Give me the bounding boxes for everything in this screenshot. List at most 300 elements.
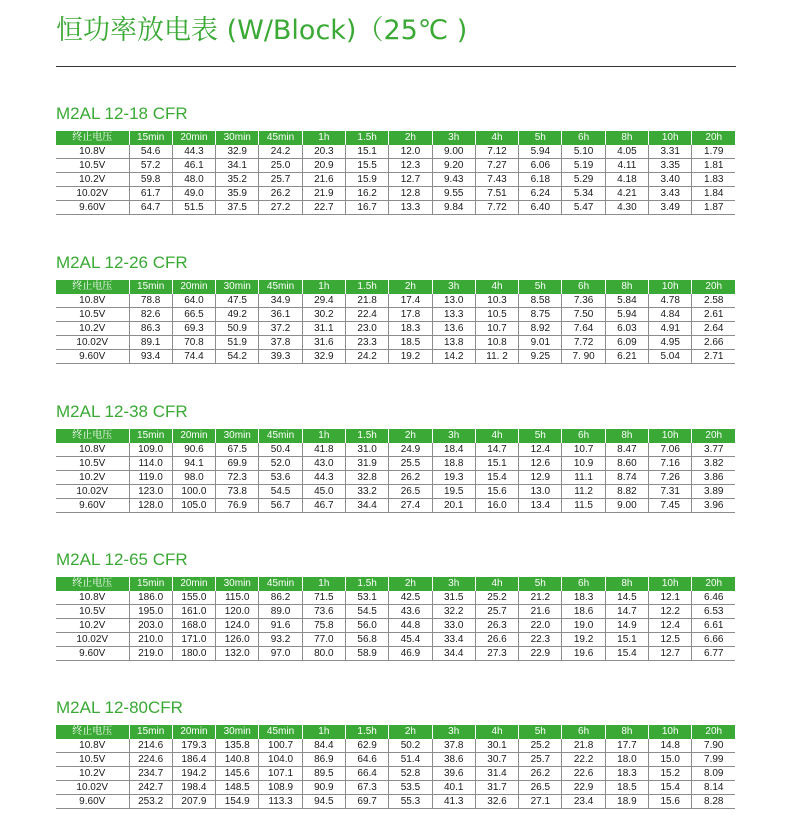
table-row bbox=[56, 647, 735, 661]
header-cell-duration: 1.5h bbox=[345, 429, 388, 443]
header-cell-duration: 5h bbox=[519, 131, 562, 145]
power-value-cell: 20.9 bbox=[302, 159, 345, 173]
power-value-cell: 126.0 bbox=[216, 633, 259, 647]
power-value-cell: 17.7 bbox=[605, 739, 648, 753]
power-value-cell: 9.84 bbox=[432, 201, 475, 215]
power-value-cell: 3.82 bbox=[692, 457, 735, 471]
power-value-cell: 6.46 bbox=[692, 591, 735, 605]
voltage-cell: 10.2V bbox=[56, 322, 129, 336]
header-cell-duration: 3h bbox=[432, 429, 475, 443]
power-value-cell: 107.1 bbox=[259, 767, 302, 781]
voltage-cell: 9.60V bbox=[56, 795, 129, 809]
power-value-cell: 77.0 bbox=[302, 633, 345, 647]
power-value-cell: 46.7 bbox=[302, 499, 345, 513]
power-value-cell: 82.6 bbox=[129, 308, 172, 322]
table-row bbox=[56, 322, 735, 336]
power-value-cell: 25.7 bbox=[259, 173, 302, 187]
power-value-cell: 69.7 bbox=[345, 795, 388, 809]
section-title: M2AL 12-65 CFR bbox=[56, 550, 188, 569]
header-row bbox=[56, 429, 735, 443]
power-value-cell: 4.84 bbox=[649, 308, 692, 322]
power-value-cell: 39.3 bbox=[259, 350, 302, 364]
table-row bbox=[56, 795, 735, 809]
header-cell-duration: 20min bbox=[172, 577, 215, 591]
power-value-cell: 11.2 bbox=[562, 485, 605, 499]
power-value-cell: 67.5 bbox=[216, 443, 259, 457]
power-value-cell: 2.71 bbox=[692, 350, 735, 364]
power-value-cell: 26.5 bbox=[389, 485, 432, 499]
power-value-cell: 15.5 bbox=[345, 159, 388, 173]
power-value-cell: 19.2 bbox=[389, 350, 432, 364]
power-value-cell: 214.6 bbox=[129, 739, 172, 753]
power-value-cell: 4.21 bbox=[605, 187, 648, 201]
power-value-cell: 9.25 bbox=[519, 350, 562, 364]
power-value-cell: 6.09 bbox=[605, 336, 648, 350]
power-value-cell: 15.6 bbox=[649, 795, 692, 809]
power-value-cell: 219.0 bbox=[129, 647, 172, 661]
power-value-cell: 161.0 bbox=[172, 605, 215, 619]
power-value-cell: 7.99 bbox=[692, 753, 735, 767]
power-value-cell: 186.4 bbox=[172, 753, 215, 767]
power-value-cell: 9.55 bbox=[432, 187, 475, 201]
header-cell-duration: 1h bbox=[302, 280, 345, 294]
power-value-cell: 15.4 bbox=[605, 647, 648, 661]
page-title: 恒功率放电表 (W/Block)（25℃ ) bbox=[56, 15, 468, 46]
table-row bbox=[56, 173, 735, 187]
power-value-cell: 113.3 bbox=[259, 795, 302, 809]
power-value-cell: 5.94 bbox=[605, 308, 648, 322]
power-value-cell: 22.7 bbox=[302, 201, 345, 215]
power-value-cell: 30.7 bbox=[475, 753, 518, 767]
power-value-cell: 168.0 bbox=[172, 619, 215, 633]
power-value-cell: 23.3 bbox=[345, 336, 388, 350]
header-cell-duration: 45min bbox=[259, 280, 302, 294]
voltage-cell: 10.5V bbox=[56, 159, 129, 173]
power-value-cell: 253.2 bbox=[129, 795, 172, 809]
power-value-cell: 10.8 bbox=[475, 336, 518, 350]
power-value-cell: 33.4 bbox=[432, 633, 475, 647]
power-value-cell: 12.7 bbox=[389, 173, 432, 187]
power-value-cell: 38.6 bbox=[432, 753, 475, 767]
header-cell-cutoff-voltage: 终止电压 bbox=[56, 577, 129, 591]
header-cell-duration: 3h bbox=[432, 577, 475, 591]
power-value-cell: 26.3 bbox=[475, 619, 518, 633]
power-value-cell: 2.64 bbox=[692, 322, 735, 336]
power-value-cell: 18.8 bbox=[432, 457, 475, 471]
power-value-cell: 15.9 bbox=[345, 173, 388, 187]
power-value-cell: 50.2 bbox=[389, 739, 432, 753]
header-cell-duration: 30min bbox=[216, 280, 259, 294]
power-value-cell: 5.47 bbox=[562, 201, 605, 215]
power-value-cell: 54.6 bbox=[129, 145, 172, 159]
power-value-cell: 14.5 bbox=[605, 591, 648, 605]
header-cell-duration: 6h bbox=[562, 280, 605, 294]
header-cell-duration: 6h bbox=[562, 725, 605, 739]
power-value-cell: 2.66 bbox=[692, 336, 735, 350]
power-value-cell: 104.0 bbox=[259, 753, 302, 767]
power-value-cell: 13.8 bbox=[432, 336, 475, 350]
power-value-cell: 54.2 bbox=[216, 350, 259, 364]
power-value-cell: 7.16 bbox=[649, 457, 692, 471]
header-cell-duration: 10h bbox=[649, 725, 692, 739]
power-value-cell: 64.0 bbox=[172, 294, 215, 308]
discharge-table bbox=[56, 725, 735, 809]
table-row bbox=[56, 633, 735, 647]
power-value-cell: 224.6 bbox=[129, 753, 172, 767]
power-value-cell: 17.8 bbox=[389, 308, 432, 322]
power-value-cell: 86.9 bbox=[302, 753, 345, 767]
power-value-cell: 25.7 bbox=[475, 605, 518, 619]
power-value-cell: 13.3 bbox=[389, 201, 432, 215]
power-value-cell: 20.1 bbox=[432, 499, 475, 513]
power-value-cell: 119.0 bbox=[129, 471, 172, 485]
header-cell-duration: 20h bbox=[692, 725, 735, 739]
header-row bbox=[56, 725, 735, 739]
power-value-cell: 179.3 bbox=[172, 739, 215, 753]
power-value-cell: 109.0 bbox=[129, 443, 172, 457]
header-cell-duration: 6h bbox=[562, 429, 605, 443]
power-value-cell: 34.4 bbox=[432, 647, 475, 661]
power-value-cell: 32.9 bbox=[216, 145, 259, 159]
power-value-cell: 69.3 bbox=[172, 322, 215, 336]
power-value-cell: 7.72 bbox=[475, 201, 518, 215]
power-value-cell: 132.0 bbox=[216, 647, 259, 661]
power-value-cell: 7.51 bbox=[475, 187, 518, 201]
power-value-cell: 62.9 bbox=[345, 739, 388, 753]
power-value-cell: 105.0 bbox=[172, 499, 215, 513]
power-value-cell: 50.4 bbox=[259, 443, 302, 457]
power-value-cell: 19.5 bbox=[432, 485, 475, 499]
power-value-cell: 11.5 bbox=[562, 499, 605, 513]
voltage-cell: 10.8V bbox=[56, 145, 129, 159]
power-value-cell: 52.8 bbox=[389, 767, 432, 781]
header-cell-cutoff-voltage: 终止电压 bbox=[56, 429, 129, 443]
header-cell-duration: 45min bbox=[259, 429, 302, 443]
power-value-cell: 114.0 bbox=[129, 457, 172, 471]
power-value-cell: 43.0 bbox=[302, 457, 345, 471]
power-value-cell: 90.9 bbox=[302, 781, 345, 795]
power-value-cell: 72.3 bbox=[216, 471, 259, 485]
power-value-cell: 5.34 bbox=[562, 187, 605, 201]
header-cell-duration: 3h bbox=[432, 131, 475, 145]
power-value-cell: 53.6 bbox=[259, 471, 302, 485]
header-cell-duration: 1.5h bbox=[345, 280, 388, 294]
power-value-cell: 100.7 bbox=[259, 739, 302, 753]
header-cell-duration: 45min bbox=[259, 725, 302, 739]
table-row bbox=[56, 485, 735, 499]
header-cell-duration: 20min bbox=[172, 725, 215, 739]
power-value-cell: 17.4 bbox=[389, 294, 432, 308]
table-row bbox=[56, 201, 735, 215]
power-value-cell: 12.3 bbox=[389, 159, 432, 173]
header-row bbox=[56, 131, 735, 145]
power-value-cell: 10.7 bbox=[562, 443, 605, 457]
header-cell-duration: 20h bbox=[692, 577, 735, 591]
power-value-cell: 6.03 bbox=[605, 322, 648, 336]
power-value-cell: 64.6 bbox=[345, 753, 388, 767]
power-value-cell: 14.8 bbox=[649, 739, 692, 753]
voltage-cell: 10.8V bbox=[56, 739, 129, 753]
power-value-cell: 5.84 bbox=[605, 294, 648, 308]
power-value-cell: 6.66 bbox=[692, 633, 735, 647]
power-value-cell: 5.04 bbox=[649, 350, 692, 364]
header-cell-duration: 4h bbox=[475, 725, 518, 739]
voltage-cell: 10.02V bbox=[56, 633, 129, 647]
header-cell-duration: 15min bbox=[129, 131, 172, 145]
power-value-cell: 23.4 bbox=[562, 795, 605, 809]
header-cell-duration: 8h bbox=[605, 725, 648, 739]
header-cell-duration: 1.5h bbox=[345, 131, 388, 145]
power-value-cell: 55.3 bbox=[389, 795, 432, 809]
power-value-cell: 6.24 bbox=[519, 187, 562, 201]
table-row bbox=[56, 457, 735, 471]
power-value-cell: 8.47 bbox=[605, 443, 648, 457]
voltage-cell: 10.5V bbox=[56, 457, 129, 471]
header-cell-cutoff-voltage: 终止电压 bbox=[56, 725, 129, 739]
power-value-cell: 140.8 bbox=[216, 753, 259, 767]
power-value-cell: 31.4 bbox=[475, 767, 518, 781]
table-row bbox=[56, 767, 735, 781]
power-value-cell: 9.43 bbox=[432, 173, 475, 187]
header-cell-duration: 10h bbox=[649, 131, 692, 145]
power-value-cell: 100.0 bbox=[172, 485, 215, 499]
table-row bbox=[56, 591, 735, 605]
power-value-cell: 115.0 bbox=[216, 591, 259, 605]
power-value-cell: 8.60 bbox=[605, 457, 648, 471]
header-cell-duration: 1h bbox=[302, 429, 345, 443]
header-cell-duration: 20min bbox=[172, 131, 215, 145]
header-cell-duration: 20min bbox=[172, 429, 215, 443]
power-value-cell: 10.9 bbox=[562, 457, 605, 471]
power-value-cell: 37.2 bbox=[259, 322, 302, 336]
power-value-cell: 3.35 bbox=[649, 159, 692, 173]
section-title: M2AL 12-26 CFR bbox=[56, 253, 188, 272]
power-value-cell: 86.2 bbox=[259, 591, 302, 605]
power-value-cell: 135.8 bbox=[216, 739, 259, 753]
power-value-cell: 76.9 bbox=[216, 499, 259, 513]
power-value-cell: 12.6 bbox=[519, 457, 562, 471]
power-value-cell: 11. 2 bbox=[475, 350, 518, 364]
power-value-cell: 22.4 bbox=[345, 308, 388, 322]
power-value-cell: 51.5 bbox=[172, 201, 215, 215]
table-row bbox=[56, 350, 735, 364]
power-value-cell: 234.7 bbox=[129, 767, 172, 781]
power-value-cell: 14.9 bbox=[605, 619, 648, 633]
power-value-cell: 18.3 bbox=[562, 591, 605, 605]
power-value-cell: 6.53 bbox=[692, 605, 735, 619]
power-value-cell: 13.0 bbox=[432, 294, 475, 308]
power-value-cell: 15.1 bbox=[345, 145, 388, 159]
power-value-cell: 198.4 bbox=[172, 781, 215, 795]
power-value-cell: 1.83 bbox=[692, 173, 735, 187]
power-value-cell: 4.91 bbox=[649, 322, 692, 336]
header-cell-duration: 15min bbox=[129, 429, 172, 443]
power-value-cell: 3.31 bbox=[649, 145, 692, 159]
power-value-cell: 29.4 bbox=[302, 294, 345, 308]
header-cell-duration: 10h bbox=[649, 577, 692, 591]
power-value-cell: 33.2 bbox=[345, 485, 388, 499]
table-row bbox=[56, 753, 735, 767]
header-cell-duration: 15min bbox=[129, 725, 172, 739]
voltage-cell: 9.60V bbox=[56, 499, 129, 513]
power-value-cell: 14.7 bbox=[605, 605, 648, 619]
power-value-cell: 56.7 bbox=[259, 499, 302, 513]
power-value-cell: 25.2 bbox=[475, 591, 518, 605]
power-value-cell: 7.26 bbox=[649, 471, 692, 485]
power-value-cell: 26.2 bbox=[389, 471, 432, 485]
power-value-cell: 171.0 bbox=[172, 633, 215, 647]
voltage-cell: 10.2V bbox=[56, 619, 129, 633]
power-value-cell: 15.0 bbox=[649, 753, 692, 767]
power-value-cell: 12.4 bbox=[519, 443, 562, 457]
power-value-cell: 93.2 bbox=[259, 633, 302, 647]
header-cell-duration: 4h bbox=[475, 280, 518, 294]
table-row bbox=[56, 145, 735, 159]
voltage-cell: 9.60V bbox=[56, 647, 129, 661]
power-value-cell: 7. 90 bbox=[562, 350, 605, 364]
header-cell-duration: 30min bbox=[216, 577, 259, 591]
power-value-cell: 1.84 bbox=[692, 187, 735, 201]
power-value-cell: 24.2 bbox=[259, 145, 302, 159]
power-value-cell: 35.2 bbox=[216, 173, 259, 187]
voltage-cell: 10.02V bbox=[56, 336, 129, 350]
power-value-cell: 8.09 bbox=[692, 767, 735, 781]
power-value-cell: 2.58 bbox=[692, 294, 735, 308]
power-value-cell: 66.4 bbox=[345, 767, 388, 781]
power-value-cell: 46.9 bbox=[389, 647, 432, 661]
power-value-cell: 53.1 bbox=[345, 591, 388, 605]
power-value-cell: 31.6 bbox=[302, 336, 345, 350]
power-value-cell: 3.77 bbox=[692, 443, 735, 457]
power-value-cell: 14.7 bbox=[475, 443, 518, 457]
power-value-cell: 5.29 bbox=[562, 173, 605, 187]
header-cell-duration: 2h bbox=[389, 131, 432, 145]
power-value-cell: 3.89 bbox=[692, 485, 735, 499]
power-value-cell: 40.1 bbox=[432, 781, 475, 795]
header-cell-duration: 5h bbox=[519, 429, 562, 443]
power-value-cell: 12.9 bbox=[519, 471, 562, 485]
power-value-cell: 33.0 bbox=[432, 619, 475, 633]
header-cell-cutoff-voltage: 终止电压 bbox=[56, 131, 129, 145]
voltage-cell: 10.5V bbox=[56, 753, 129, 767]
power-value-cell: 6.21 bbox=[605, 350, 648, 364]
power-value-cell: 16.7 bbox=[345, 201, 388, 215]
power-value-cell: 6.06 bbox=[519, 159, 562, 173]
header-cell-duration: 5h bbox=[519, 280, 562, 294]
power-value-cell: 7.27 bbox=[475, 159, 518, 173]
model-section bbox=[56, 696, 735, 809]
voltage-cell: 10.8V bbox=[56, 591, 129, 605]
power-value-cell: 66.5 bbox=[172, 308, 215, 322]
voltage-cell: 9.60V bbox=[56, 201, 129, 215]
voltage-cell: 9.60V bbox=[56, 350, 129, 364]
header-cell-duration: 1.5h bbox=[345, 577, 388, 591]
power-value-cell: 51.4 bbox=[389, 753, 432, 767]
section-title: M2AL 12-18 CFR bbox=[56, 104, 188, 123]
power-value-cell: 49.0 bbox=[172, 187, 215, 201]
power-value-cell: 15.2 bbox=[649, 767, 692, 781]
power-value-cell: 15.6 bbox=[475, 485, 518, 499]
power-value-cell: 22.3 bbox=[519, 633, 562, 647]
power-value-cell: 48.0 bbox=[172, 173, 215, 187]
power-value-cell: 25.7 bbox=[519, 753, 562, 767]
power-value-cell: 91.6 bbox=[259, 619, 302, 633]
power-value-cell: 207.9 bbox=[172, 795, 215, 809]
power-value-cell: 78.8 bbox=[129, 294, 172, 308]
power-value-cell: 22.2 bbox=[562, 753, 605, 767]
power-value-cell: 10.5 bbox=[475, 308, 518, 322]
header-cell-duration: 1h bbox=[302, 725, 345, 739]
power-value-cell: 21.9 bbox=[302, 187, 345, 201]
power-value-cell: 47.5 bbox=[216, 294, 259, 308]
power-value-cell: 32.6 bbox=[475, 795, 518, 809]
header-cell-duration: 2h bbox=[389, 429, 432, 443]
power-value-cell: 45.0 bbox=[302, 485, 345, 499]
power-value-cell: 97.0 bbox=[259, 647, 302, 661]
power-value-cell: 8.14 bbox=[692, 781, 735, 795]
power-value-cell: 93.4 bbox=[129, 350, 172, 364]
power-value-cell: 34.4 bbox=[345, 499, 388, 513]
voltage-cell: 10.02V bbox=[56, 187, 129, 201]
power-value-cell: 26.2 bbox=[259, 187, 302, 201]
header-cell-duration: 15min bbox=[129, 280, 172, 294]
power-value-cell: 26.5 bbox=[519, 781, 562, 795]
model-section bbox=[56, 251, 735, 364]
power-value-cell: 35.9 bbox=[216, 187, 259, 201]
power-value-cell: 46.1 bbox=[172, 159, 215, 173]
power-value-cell: 108.9 bbox=[259, 781, 302, 795]
power-value-cell: 194.2 bbox=[172, 767, 215, 781]
table-row bbox=[56, 308, 735, 322]
power-value-cell: 30.2 bbox=[302, 308, 345, 322]
power-value-cell: 67.3 bbox=[345, 781, 388, 795]
power-value-cell: 71.5 bbox=[302, 591, 345, 605]
power-value-cell: 64.7 bbox=[129, 201, 172, 215]
power-value-cell: 8.75 bbox=[519, 308, 562, 322]
power-value-cell: 16.2 bbox=[345, 187, 388, 201]
voltage-cell: 10.2V bbox=[56, 173, 129, 187]
power-value-cell: 155.0 bbox=[172, 591, 215, 605]
power-value-cell: 13.3 bbox=[432, 308, 475, 322]
table-row bbox=[56, 781, 735, 795]
header-cell-duration: 2h bbox=[389, 577, 432, 591]
power-value-cell: 2.61 bbox=[692, 308, 735, 322]
power-value-cell: 1.81 bbox=[692, 159, 735, 173]
power-value-cell: 13.0 bbox=[519, 485, 562, 499]
power-value-cell: 19.3 bbox=[432, 471, 475, 485]
header-cell-duration: 30min bbox=[216, 725, 259, 739]
power-value-cell: 74.4 bbox=[172, 350, 215, 364]
power-value-cell: 21.6 bbox=[519, 605, 562, 619]
power-value-cell: 32.8 bbox=[345, 471, 388, 485]
power-value-cell: 8.74 bbox=[605, 471, 648, 485]
voltage-cell: 10.02V bbox=[56, 485, 129, 499]
power-value-cell: 154.9 bbox=[216, 795, 259, 809]
power-value-cell: 44.8 bbox=[389, 619, 432, 633]
power-value-cell: 53.5 bbox=[389, 781, 432, 795]
power-value-cell: 98.0 bbox=[172, 471, 215, 485]
discharge-table bbox=[56, 131, 735, 215]
power-value-cell: 31.7 bbox=[475, 781, 518, 795]
power-value-cell: 8.92 bbox=[519, 322, 562, 336]
power-value-cell: 26.6 bbox=[475, 633, 518, 647]
power-value-cell: 89.0 bbox=[259, 605, 302, 619]
power-value-cell: 21.8 bbox=[345, 294, 388, 308]
power-value-cell: 27.3 bbox=[475, 647, 518, 661]
power-value-cell: 242.7 bbox=[129, 781, 172, 795]
model-section bbox=[56, 400, 735, 513]
power-value-cell: 11.1 bbox=[562, 471, 605, 485]
